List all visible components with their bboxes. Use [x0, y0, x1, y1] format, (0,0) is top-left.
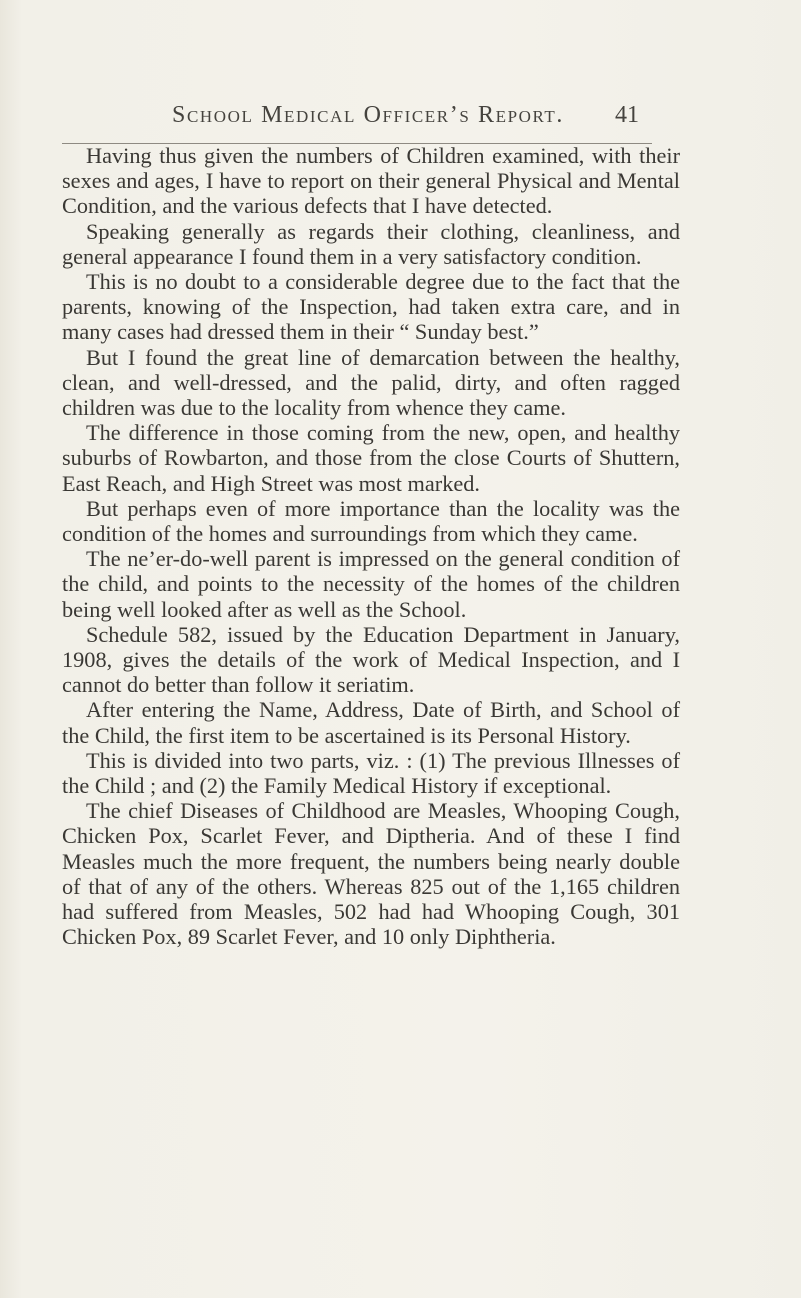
paragraph-parents-care: This is no doubt to a considerable degree due to the fact that the parents, knowing of the Inspection, had taken extra care, and in many cases had dressed them in their “ Sunday best.”: [62, 269, 680, 345]
paragraph-diseases: The chief Diseases of Childhood are Measles, Whooping Cough, Chicken Pox, Scarlet Fever, and Diptheria. And of these I find Measles much the more frequent, the numbers being nearly double of that of any of the others. Whereas 825 out of the 1,165 children had suffered from Measles, 502 had had Whooping Cough, 301 Chicken Pox, 89 Scarlet Fever, and 10 only Diphtheria.: [62, 798, 680, 950]
paragraph-schedule: Schedule 582, issued by the Education Department in January, 1908, gives the details of the work of Medical Inspection, and I cannot do better than follow it seriatim.: [62, 621, 680, 698]
body-text: [62, 143, 680, 950]
paragraph-children-condition: Having thus given the numbers of Children examined, with their sexes and ages, I have to report on their general Physical and Mental Condition, and the various defects that I have detected.: [62, 143, 680, 219]
running-title: School Medical Officer’s Report.: [172, 102, 564, 128]
paragraph-homes: But perhaps even of more importance than the locality was the condition of the homes and surroundings from which they came.: [62, 495, 680, 547]
running-header: [0, 96, 801, 136]
paragraph-parent-impression: The ne’er-do-well parent is impressed on the general condition of the child, and points to the necessity of the homes of the children being well looked after as well as the School.: [62, 546, 680, 622]
paragraph-localities: The difference in those coming from the new, open, and healthy suburbs of Rowbarton, and those from the close Courts of Shuttern, East Reach, and High Street was most marked.: [62, 420, 680, 496]
paragraph-two-parts: This is divided into two parts, viz. : (1) The previous Illnesses of the Child ; and (2) the Family Medical History if exceptional.: [62, 747, 680, 799]
paragraph-demarcation: But I found the great line of demarcation between the healthy, clean, and well-dressed, and the palid, dirty, and often ragged children was due to the locality from whence they came.: [62, 344, 680, 421]
page-number: 41: [615, 102, 639, 128]
paragraph-clothing: Speaking generally as regards their clothing, cleanliness, and general appearance I found them in a very satisfactory condition.: [62, 218, 680, 269]
paragraph-personal-history: After entering the Name, Address, Date of Birth, and School of the Child, the first item to be ascertained is its Personal History.: [62, 697, 680, 748]
